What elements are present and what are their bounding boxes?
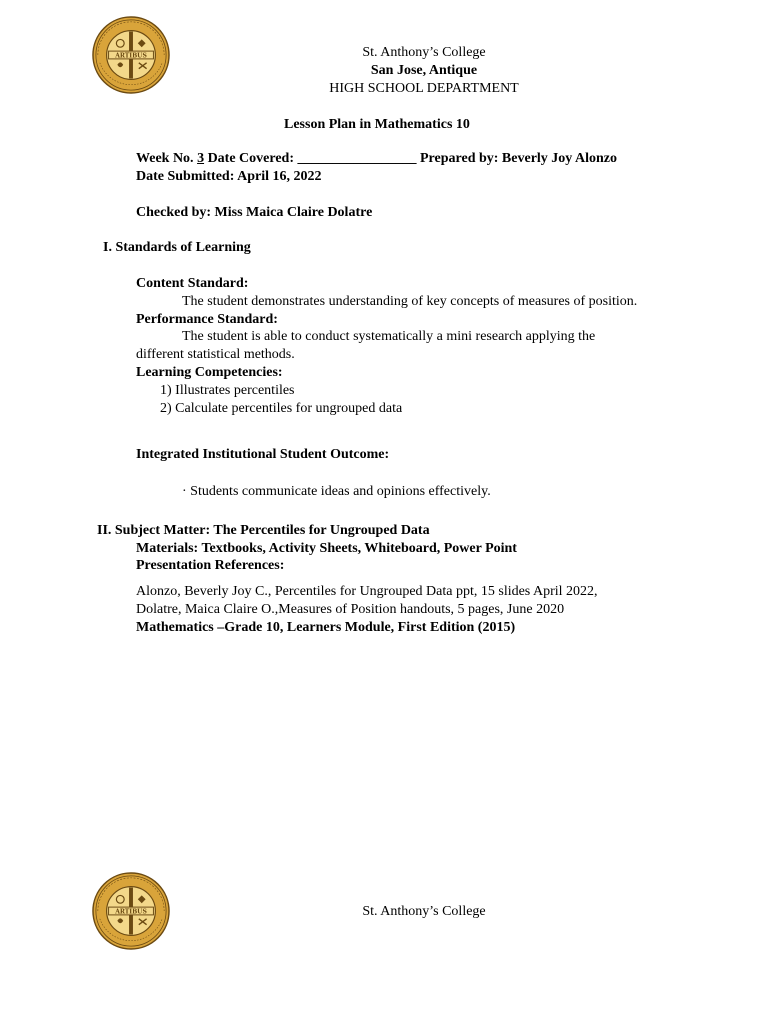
footer-college-name: St. Anthony’s College <box>362 904 486 919</box>
reference-1: Alonzo, Beverly Joy C., Percentiles for Ungrouped Data ppt, 15 slides April 2022, <box>136 584 598 599</box>
seal-banner-text: ARTIBUS <box>115 52 147 60</box>
date-submitted: Date Submitted: April 16, 2022 <box>136 169 322 184</box>
reference-2: Dolatre, Maica Claire O.,Measures of Position handouts, 5 pages, June 2020 <box>136 602 565 617</box>
materials: Materials: Textbooks, Activity Sheets, Whiteboard, Power Point <box>136 541 517 556</box>
reference-3: Mathematics –Grade 10, Learners Module, First Edition (2015) <box>136 620 516 635</box>
week-line <box>136 150 617 168</box>
competency-item-1: 1) Illustrates percentiles <box>160 383 295 398</box>
iiso-item: · Students communicate ideas and opinions effectively. <box>182 484 491 499</box>
week-label: Week No. <box>136 151 194 166</box>
references-label: Presentation References: <box>136 558 285 573</box>
college-name: St. Anthony’s College <box>362 45 486 60</box>
lesson-title: Lesson Plan in Mathematics 10 <box>284 117 470 132</box>
performance-standard-label: Performance Standard: <box>136 312 278 327</box>
performance-standard-line2: different statistical methods. <box>136 347 295 362</box>
content-standard-label: Content Standard: <box>136 276 249 291</box>
college-location: San Jose, Antique <box>370 63 478 78</box>
date-covered-label: Date Covered: <box>207 151 294 166</box>
date-covered-blank: _________________ <box>297 151 417 166</box>
checked-by: Checked by: Miss Maica Claire Dolatre <box>136 205 373 220</box>
iiso-label: Integrated Institutional Student Outcome: <box>136 447 390 462</box>
week-value: 3 <box>197 151 205 166</box>
competencies-label: Learning Competencies: <box>136 365 283 380</box>
prepared-by: Prepared by: Beverly Joy Alonzo <box>420 151 618 166</box>
section2-heading: II. Subject Matter: The Percentiles for Ungrouped Data <box>97 523 430 538</box>
section1-heading: I. Standards of Learning <box>103 240 251 255</box>
content-standard-text: The student demonstrates understanding of key concepts of measures of position. <box>182 294 638 309</box>
performance-standard-line1: The student is able to conduct systematically a mini research applying the <box>182 329 596 344</box>
footer-seal-banner-text: ARTIBUS <box>115 908 147 916</box>
competency-item-2: 2) Calculate percentiles for ungrouped data <box>160 401 403 416</box>
department-name: HIGH SCHOOL DEPARTMENT <box>329 81 519 96</box>
